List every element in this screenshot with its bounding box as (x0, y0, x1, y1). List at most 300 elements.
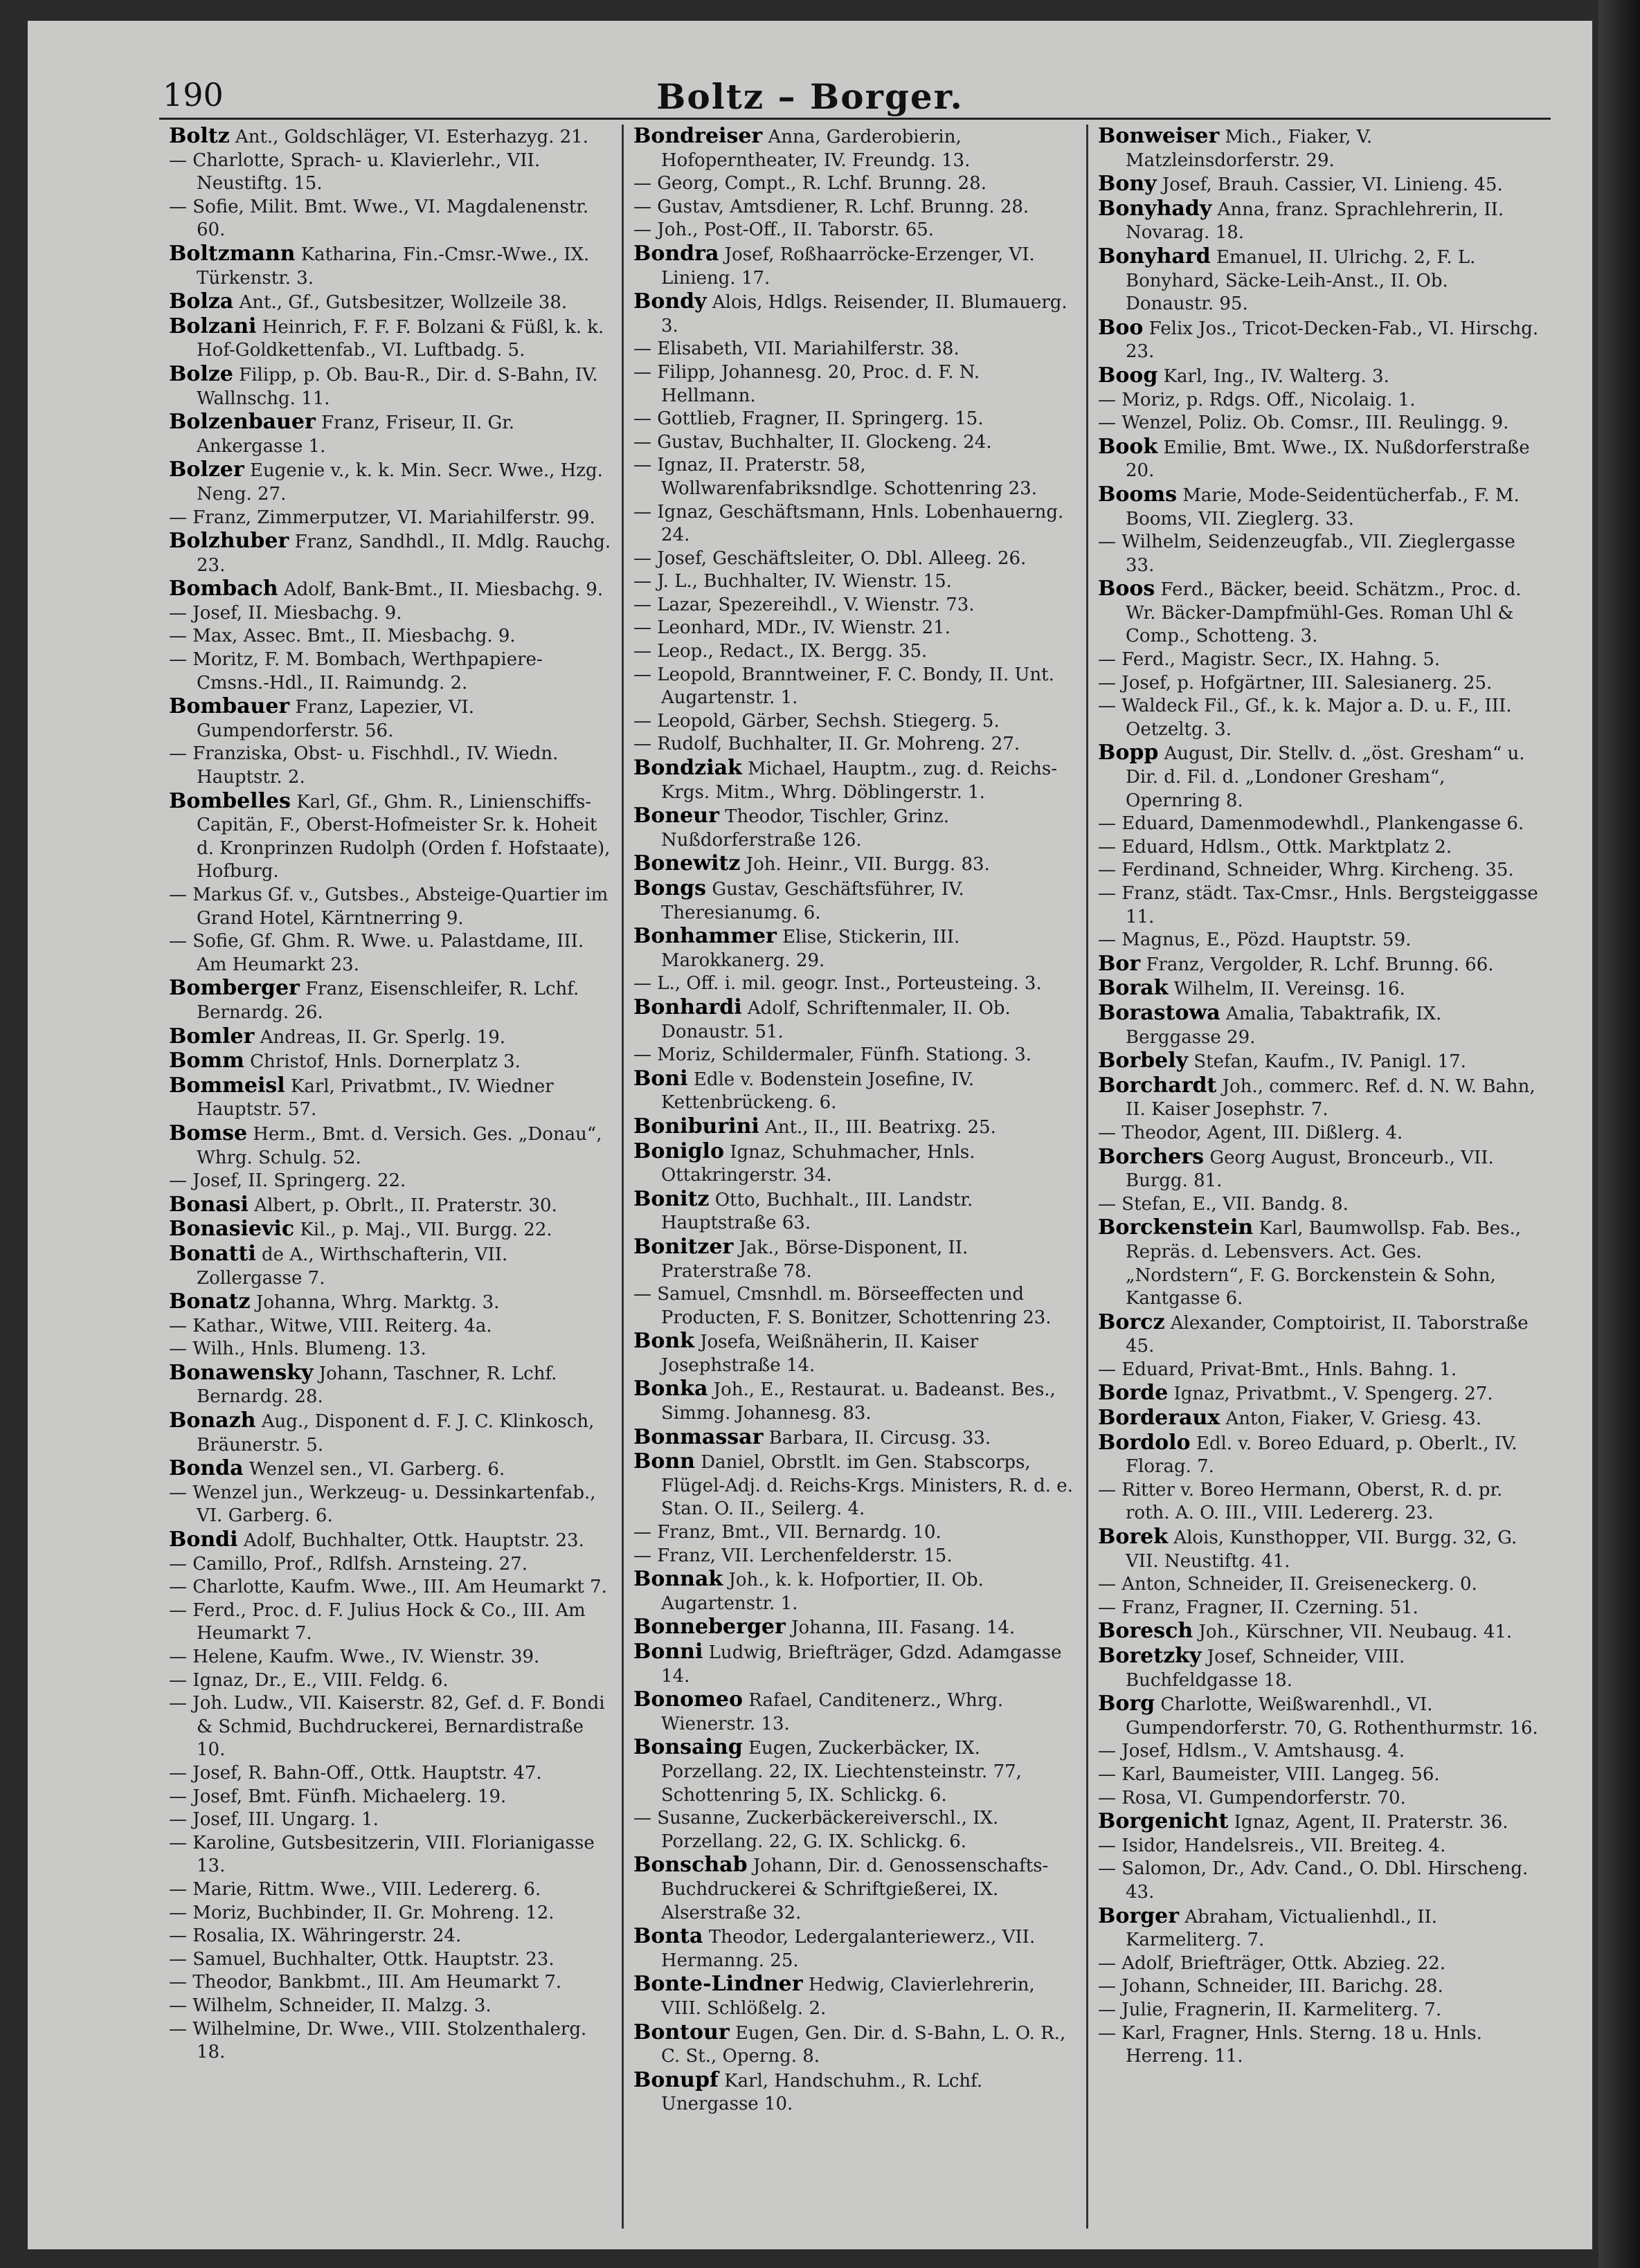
directory-entry (1098, 1810, 1541, 1835)
entry-surname: Boresch (1098, 1619, 1193, 1644)
entry-details: — Rudolf, Buchhalter, II. Gr. Mohreng. 27. (633, 734, 1020, 755)
directory-entry (169, 743, 612, 789)
directory-entry (169, 1049, 612, 1074)
entry-details: — Salomon, Dr., Adv. Cand., O. Dbl. Hirscheng. 43. (1098, 1858, 1529, 1903)
directory-entry (633, 1568, 1076, 1615)
directory-entry (1098, 1525, 1541, 1573)
directory-entry (633, 972, 1076, 996)
entry-details: Hedwig, Clavierlehrerin, VIII. Schlößelg. 2. (661, 1975, 1035, 2019)
directory-entry (169, 1878, 612, 1902)
entry-details: Eugenie v., k. k. Min. Secr. Wwe., Hzg. Neng. 27. (197, 460, 603, 505)
entry-surname: Bonnak (633, 1567, 723, 1592)
entry-details: — Franz, Fragner, II. Czerning. 51. (1098, 1597, 1418, 1618)
entry-details: — Eduard, Damenmodewhdl., Plankengasse 6. (1098, 813, 1524, 835)
directory-entry (169, 1692, 612, 1762)
entry-details: — Rosalia, IX. Währingerstr. 24. (169, 1925, 462, 1947)
directory-entry (633, 1377, 1076, 1425)
entry-details: — Theodor, Agent, III. Dißlerg. 4. (1098, 1122, 1403, 1143)
entry-details: Adolf, Schriftenmaler, II. Ob. Donaustr. 51. (661, 997, 1011, 1042)
entry-details: Ant., II., III. Beatrixg. 25. (765, 1116, 996, 1138)
entry-details: Wilhelm, II. Vereinsg. 16. (1173, 979, 1405, 1000)
directory-entry (633, 242, 1076, 290)
entry-details: Ludwig, Briefträger, Gdzd. Adamgasse 14. (661, 1642, 1062, 1687)
directory-entry (169, 1290, 612, 1315)
directory-entry (1098, 1763, 1541, 1787)
entry-details: — Sofie, Gf. Ghm. R. Wwe. u. Palastdame, III. Am Heumarkt 23. (169, 931, 584, 975)
entry-details: Emanuel, II. Ulrichg. 2, F. L. Bonyhard, Säcke-Leih-Anst., II. Ob. Donaustr. 95. (1126, 246, 1476, 315)
directory-entry (169, 1025, 612, 1050)
entry-surname: Boretzky (1098, 1644, 1202, 1668)
directory-entry (169, 1409, 612, 1457)
directory-entry (633, 125, 1076, 172)
entry-surname: Bolzhuber (169, 529, 289, 554)
directory-entry (1098, 952, 1541, 977)
directory-entry (169, 1669, 612, 1693)
directory-entry (1098, 1001, 1541, 1049)
directory-entry (1098, 1787, 1541, 1811)
entry-details: Gustav, Geschäftsführer, IV. Theresianumg. 6. (661, 879, 964, 923)
entry-details: — Franz, VII. Lerchenfelderstr. 15. (633, 1545, 953, 1566)
entry-details: — Franz, Zimmerputzer, VI. Mariahilferstr. 99. (169, 507, 595, 528)
entry-surname: Bopp (1098, 741, 1159, 765)
entry-details: Joh., E., Restaurat. u. Badeanst. Bes., Simmg. Johannesg. 83. (661, 1379, 1056, 1424)
directory-entry (633, 664, 1076, 710)
entry-details: — Max, Assec. Bmt., II. Miesbachg. 9. (169, 626, 516, 647)
entry-details: — Eduard, Privat-Bmt., Hnls. Bahng. 1. (1098, 1359, 1457, 1380)
page-header (28, 62, 1592, 125)
entry-surname: Bonyhard (1098, 244, 1211, 269)
entry-details: Elise, Stickerin, III. Marokkanerg. 29. (661, 927, 960, 971)
entry-details: — Wenzel jun., Werkzeug- u. Dessinkartenfab., VI. Garberg. 6. (169, 1482, 596, 1527)
entry-surname: Borak (1098, 976, 1169, 1001)
entry-details: — Georg, Compt., R. Lchf. Brunng. 28. (633, 173, 986, 194)
directory-entry (1098, 125, 1541, 172)
directory-entry (169, 602, 612, 626)
directory-entry (633, 454, 1076, 500)
entry-details: — Ignaz, Dr., E., VIII. Feldg. 6. (169, 1669, 449, 1691)
directory-entry (633, 1853, 1076, 1925)
directory-page (28, 21, 1592, 2249)
directory-entry (1098, 389, 1541, 412)
entry-surname: Bolzenbauer (169, 410, 316, 435)
entry-surname: Bonawensky (169, 1360, 314, 1385)
entry-details: Franz, Lapezier, VI. Gumpendorferstr. 56. (197, 697, 475, 741)
directory-entry (169, 1995, 612, 2018)
directory-entry (169, 363, 612, 410)
entry-surname: Boltz (169, 125, 230, 148)
directory-entry (169, 410, 612, 458)
entry-details: Karl, Handschuhm., R. Lchf. Unergasse 10. (661, 2070, 983, 2115)
entry-surname: Bonitz (633, 1186, 710, 1211)
entry-surname: Borgenicht (1098, 1809, 1229, 1834)
entry-surname: Boni (633, 1066, 688, 1091)
directory-entry (1098, 412, 1541, 435)
entry-details: Ant., Gf., Gutsbesitzer, Wollzeile 38. (239, 292, 568, 314)
entry-details: Stefan, Kaufm., IV. Panigl. 17. (1193, 1051, 1466, 1073)
directory-entry (169, 1528, 612, 1553)
directory-entry (169, 1553, 612, 1577)
entry-details: — Josef, II. Springerg. 22. (169, 1170, 406, 1192)
directory-entry (1098, 197, 1541, 245)
entry-details: — Johann, Schneider, III. Barichg. 28. (1098, 1976, 1443, 1997)
directory-entry (1098, 1975, 1541, 1999)
directory-entry (633, 290, 1076, 338)
directory-entry (1098, 245, 1541, 316)
directory-entry (633, 219, 1076, 242)
entry-details: — Karl, Baumeister, VIII. Langeg. 56. (1098, 1763, 1440, 1785)
entry-details: — Gottlieb, Fragner, II. Springerg. 15. (633, 408, 984, 430)
directory-entry (169, 529, 612, 577)
entry-surname: Bontour (633, 2020, 730, 2044)
entry-details: Karl, Privatbmt., IV. Wiedner Hauptstr. 57. (197, 1076, 554, 1121)
entry-details: — Waldeck Fil., Gf., k. k. Major a. D. u. F., III. Oetzeltg. 3. (1098, 696, 1512, 740)
directory-entry (169, 1242, 612, 1290)
entry-surname: Bordolo (1098, 1430, 1191, 1455)
entry-surname: Bonhardi (633, 995, 742, 1019)
entry-surname: Bondy (633, 289, 707, 314)
directory-entry (169, 1971, 612, 1995)
directory-entry (1098, 1049, 1541, 1074)
entry-surname: Book (1098, 434, 1158, 459)
directory-entry (169, 1832, 612, 1878)
directory-entry (633, 1545, 1076, 1568)
directory-entry (169, 1948, 612, 1972)
entry-details: Daniel, Obrstlt. im Gen. Stabscorps, Flügel-Adj. d. Reichs-Krgs. Ministers, R. d. e. Stan. O. II., Seilerg. 4. (661, 1452, 1073, 1520)
entry-details: — Rosa, VI. Gumpendorferstr. 70. (1098, 1787, 1406, 1808)
entry-details: Karl, Baumwollsp. Fab. Bes., Repräs. d. Lebensvers. Act. Ges. „Nordstern“, F. G. Borckenstein & Sohn, Kantgasse 6. (1126, 1218, 1522, 1309)
entry-details: Emilie, Bmt. Wwe., IX. Nußdorferstraße 20. (1126, 437, 1530, 482)
directory-entry (633, 570, 1076, 594)
entry-surname: Bonschab (633, 1853, 748, 1878)
entry-details: — Karoline, Gutsbesitzerin, VIII. Florianigasse 13. (169, 1832, 595, 1877)
directory-entry (633, 1925, 1076, 1972)
entry-details: Franz, Sandhdl., II. Mdlg. Rauchg. 23. (197, 532, 611, 576)
directory-entry (169, 1808, 612, 1832)
directory-entry (169, 577, 612, 602)
entry-surname: Bommeisl (169, 1073, 285, 1098)
directory-entry (169, 458, 612, 506)
directory-entry (633, 1426, 1076, 1451)
directory-entry (633, 925, 1076, 972)
entry-details: — Marie, Rittm. Wwe., VIII. Ledererg. 6. (169, 1878, 541, 1900)
entry-details: — Wilhelm, Seidenzeugfab., VII. Zieglergasse 33. (1098, 532, 1515, 576)
entry-details: Edl. v. Boreo Eduard, p. Oberlt., IV. Florag. 7. (1126, 1433, 1517, 1478)
directory-entry (633, 547, 1076, 571)
entry-details: — Gustav, Buchhalter, II. Glockeng. 24. (633, 431, 992, 453)
directory-entry (169, 507, 612, 530)
page-number: 190 (163, 76, 224, 114)
directory-entry (169, 1482, 612, 1528)
directory-entry (1098, 741, 1541, 813)
directory-entry (169, 1646, 612, 1669)
entry-surname: Bonasi (169, 1192, 249, 1217)
directory-entry (633, 852, 1076, 877)
entry-surname: Bonomeo (633, 1687, 744, 1712)
directory-entry (633, 408, 1076, 431)
entry-details: — Leopold, Branntweiner, F. C. Bondy, II. Unt. Augartenstr. 1. (633, 664, 1054, 709)
directory-entry (633, 617, 1076, 640)
entry-details: — Joh. Ludw., VII. Kaiserstr. 82, Gef. d. F. Bondi & Schmid, Buchdruckerei, Bernardistraße 10. (169, 1693, 605, 1761)
entry-surname: Bonewitz (633, 851, 741, 876)
entry-details: — Franziska, Obst- u. Fischhdl., IV. Wiedn. Hauptstr. 2. (169, 743, 559, 788)
directory-entry (169, 1902, 612, 1925)
entry-details: — Moriz, Schildermaler, Fünfh. Stationg. 3. (633, 1044, 1032, 1066)
entry-surname: Bonatti (169, 1241, 256, 1266)
directory-entry (1098, 1597, 1541, 1620)
entry-details: Alexander, Comptoirist, II. Taborstraße 45. (1126, 1312, 1529, 1357)
entry-details: — Samuel, Cmsnhdl. m. Börseeffecten und Producten, F. S. Bonitzer, Schottenring 23. (633, 1284, 1052, 1328)
entry-details: — L., Off. i. mil. geogr. Inst., Porteusteing. 3. (633, 973, 1042, 995)
directory-entry (1098, 1858, 1541, 1904)
directory-entry (633, 1807, 1076, 1853)
entry-surname: Bombelles (169, 788, 291, 813)
directory-entry (1098, 695, 1541, 741)
directory-entry (1098, 1074, 1541, 1122)
entry-details: — Isidor, Handelsreis., VII. Breiteg. 4. (1098, 1835, 1446, 1856)
entry-details: Barbara, II. Circusg. 33. (768, 1427, 991, 1449)
entry-details: — Filipp, Johannesg. 20, Proc. d. F. N. Hellmann. (633, 361, 980, 406)
directory-entry (633, 172, 1076, 196)
entry-surname: Bonte-Lindner (633, 1972, 803, 1997)
directory-entry (1098, 172, 1541, 197)
entry-details: — Adolf, Briefträger, Ottk. Abzieg. 22. (1098, 1952, 1446, 1974)
directory-entry (1098, 836, 1541, 860)
directory-entry (1098, 672, 1541, 696)
entry-surname: Bonhammer (633, 924, 777, 949)
entry-details: Katharina, Fin.-Cmsr.-Wwe., IX. Türkenstr. 3. (197, 244, 590, 289)
directory-entry (1098, 1905, 1541, 1952)
directory-entry (169, 790, 612, 884)
directory-entry (1098, 1644, 1541, 1692)
directory-entry (633, 1235, 1076, 1283)
directory-entry (1098, 1573, 1541, 1597)
entry-surname: Boltzmann (169, 241, 296, 266)
directory-entry (633, 1615, 1076, 1640)
entry-details: Ignaz, Privatbmt., V. Spengerg. 27. (1173, 1384, 1493, 1405)
directory-entry (1098, 813, 1541, 836)
directory-entry (633, 877, 1076, 925)
directory-entry (1098, 1835, 1541, 1858)
entry-details: Adolf, Buchhalter, Ottk. Hauptstr. 23. (243, 1530, 584, 1552)
entry-details: Filipp, p. Ob. Bau-R., Dir. d. S-Bahn, IV. Wallnschg. 11. (197, 364, 598, 409)
directory-entry (633, 640, 1076, 664)
directory-entry (169, 1599, 612, 1646)
entry-details: — Lazar, Spezereihdl., V. Wienstr. 73. (633, 594, 975, 615)
entry-details: Johanna, III. Fasang. 14. (791, 1617, 1016, 1639)
directory-entry (169, 930, 612, 977)
entry-surname: Bomberger (169, 976, 300, 1001)
entry-details: — Sofie, Milit. Bmt. Wwe., VI. Magdalenenstr. 60. (169, 196, 589, 241)
entry-details: Felix Jos., Tricot-Decken-Fab., VI. Hirschg. 23. (1126, 318, 1539, 363)
entry-details: — Helene, Kaufm. Wwe., IV. Wienstr. 39. (169, 1646, 540, 1667)
directory-entry (633, 1450, 1076, 1521)
entry-details: Andreas, II. Gr. Sperlg. 19. (260, 1026, 506, 1048)
entry-surname: Borek (1098, 1525, 1169, 1550)
directory-entry (633, 1067, 1076, 1115)
directory-entry (1098, 1122, 1541, 1145)
directory-entry (1098, 1381, 1541, 1406)
entry-details: Anna, franz. Sprachlehrerin, II. Novarag. 18. (1126, 199, 1504, 244)
entry-details: Mich., Fiaker, V. Matzleinsdorferstr. 29. (1126, 127, 1373, 171)
directory-entry (169, 290, 612, 315)
entry-details: Josef, Brauh. Cassier, VI. Linieng. 45. (1162, 174, 1503, 196)
directory-entry (1098, 1406, 1541, 1431)
directory-entry (169, 1338, 612, 1361)
entry-details: — Ferdinand, Schneider, Whrg. Kircheng. 35. (1098, 860, 1514, 881)
directory-entry (1098, 1692, 1541, 1740)
directory-entry (1098, 977, 1541, 1001)
entry-details: — Moritz, F. M. Bombach, Werthpapiere-Cmsns.-Hdl., II. Raimundg. 2. (169, 649, 543, 693)
book-spine (1598, 0, 1640, 2268)
entry-details: — Wenzel, Poliz. Ob. Comsr., III. Reulingg. 9. (1098, 412, 1509, 434)
directory-entry (1098, 577, 1541, 648)
entry-details: Johann, Taschner, R. Lchf. Bernardg. 28. (197, 1363, 557, 1408)
entry-details: Karl, Gf., Ghm. R., Linienschiffs-Capitän, F., Oberst-Hofmeister Sr. k. Hoheit d. Kronprinzen Rudolph (Orden f. Hofstaate), Hofburg. (197, 791, 611, 882)
entry-details: Franz, Vergolder, R. Lchf. Brunng. 66. (1146, 954, 1494, 975)
entry-details: Joh., commerc. Ref. d. N. W. Bahn, II. Kaiser Josephstr. 7. (1126, 1076, 1535, 1121)
entry-details: — Ferd., Magistr. Secr., IX. Hahng. 5. (1098, 649, 1441, 671)
entry-details: Joh. Heinr., VII. Burgg. 83. (746, 854, 990, 876)
entry-surname: Bombach (169, 577, 278, 601)
directory-entry (633, 733, 1076, 756)
entry-details: — Stefan, E., VII. Bandg. 8. (1098, 1193, 1349, 1215)
entry-details: — Leopold, Gärber, Sechsh. Stiegerg. 5. (633, 710, 1000, 732)
entry-details: — Josef, R. Bahn-Off., Ottk. Hauptstr. 47. (169, 1762, 542, 1784)
directory-entry (633, 1688, 1076, 1736)
column-2 (622, 125, 1086, 2229)
entry-details: — Ignaz, Geschäftsmann, Hnls. Lobenhauerng. 24. (633, 501, 1064, 546)
entry-surname: Bolzer (169, 457, 244, 482)
entry-details: Karl, Ing., IV. Walterg. 3. (1163, 365, 1389, 387)
entry-details: Edle v. Bodenstein Josefine, IV. Kettenbrückeng. 6. (661, 1069, 975, 1114)
directory-entry (1098, 364, 1541, 389)
directory-entry (169, 315, 612, 363)
entry-details: — Josef, Hdlsm., V. Amtshausg. 4. (1098, 1741, 1405, 1762)
directory-entry (169, 625, 612, 648)
entry-details: — J. L., Buchhalter, IV. Wienstr. 15. (633, 571, 952, 592)
directory-entry (1098, 1145, 1541, 1193)
directory-entry (1098, 1311, 1541, 1359)
directory-entry (169, 1457, 612, 1482)
entry-details: — Josef, Bmt. Fünfh. Michaelerg. 19. (169, 1786, 507, 1807)
entry-surname: Bonatz (169, 1289, 251, 1314)
entry-details: Alois, Kunsthopper, VII. Burgg. 32, G. VII. Neustiftg. 41. (1126, 1527, 1517, 1572)
entry-surname: Bolza (169, 289, 234, 314)
entry-details: — Gustav, Amtsdiener, R. Lchf. Brunng. 28. (633, 196, 1029, 217)
directory-entry (633, 361, 1076, 408)
directory-entry (633, 1640, 1076, 1688)
directory-entry (633, 710, 1076, 734)
entry-details: — Joh., Post-Off., II. Taborstr. 65. (633, 219, 935, 241)
directory-entry (633, 1521, 1076, 1545)
directory-entry (1098, 1740, 1541, 1763)
directory-entry (633, 501, 1076, 547)
entry-details: Joh., k. k. Hofportier, II. Ob. Augartenstr. 1. (661, 1570, 984, 1614)
entry-surname: Bor (1098, 951, 1141, 976)
entry-surname: Borcz (1098, 1309, 1165, 1334)
entry-surname: Bonyhady (1098, 196, 1212, 221)
entry-details: Abraham, Victualienhdl., II. Karmeliterg. 7. (1126, 1906, 1438, 1951)
directory-entry (633, 996, 1076, 1044)
column-3 (1086, 125, 1551, 2229)
entry-details: — Leop., Redact., IX. Bergg. 35. (633, 641, 928, 662)
entry-details: Anton, Fiaker, V. Griesg. 43. (1225, 1408, 1481, 1430)
directory-entry (1098, 2022, 1541, 2069)
entry-surname: Bondziak (633, 756, 742, 781)
entry-surname: Borastowa (1098, 1000, 1220, 1025)
entry-surname: Boneur (633, 804, 719, 828)
entry-surname: Borg (1098, 1691, 1155, 1716)
directory-entry (1098, 859, 1541, 882)
entry-details: Alois, Hdlgs. Reisender, II. Blumauerg. 3. (661, 292, 1067, 336)
entry-details: — Elisabeth, VII. Mariahilferstr. 38. (633, 338, 959, 360)
entry-details: Anna, Garderobierin, Hofoperntheater, IV. Freundg. 13. (661, 127, 971, 171)
directory-entry (633, 1330, 1076, 1377)
directory-entry (1098, 1479, 1541, 1525)
directory-entry (169, 149, 612, 196)
directory-entry (633, 1140, 1076, 1188)
entry-surname: Bonn (633, 1449, 695, 1474)
entry-details: — Camillo, Prof., Rdlfsh. Arnsteing. 27. (169, 1553, 528, 1575)
entry-details: Aug., Disponent d. F. J. C. Klinkosch, Bräunerstr. 5. (197, 1411, 595, 1455)
directory-entry (169, 1925, 612, 1948)
entry-details: — Josef, III. Ungarg. 1. (169, 1809, 379, 1831)
directory-entry (169, 1576, 612, 1599)
directory-entry (633, 756, 1076, 804)
entry-surname: Borchardt (1098, 1073, 1217, 1098)
directory-entry (1098, 1952, 1541, 1976)
entry-details: — Ferd., Proc. d. F. Julius Hock & Co., III. Am Heumarkt 7. (169, 1599, 586, 1644)
entry-details: Wenzel sen., VI. Garberg. 6. (249, 1459, 505, 1480)
directory-entry (169, 1170, 612, 1193)
entry-details: Franz, Eisenschleifer, R. Lchf. Bernardg. 26. (197, 979, 579, 1023)
entry-details: Johanna, Whrg. Marktg. 3. (255, 1292, 500, 1314)
entry-details: — Moriz, Buchbinder, II. Gr. Mohreng. 12. (169, 1902, 555, 1923)
entry-surname: Borderaux (1098, 1406, 1220, 1431)
entry-surname: Bonni (633, 1640, 703, 1664)
directory-entry (169, 1193, 612, 1218)
entry-details: Franz, Friseur, II. Gr. Ankergasse 1. (197, 412, 515, 457)
directory-entry (169, 884, 612, 930)
column-1 (159, 125, 622, 2229)
directory-entry (633, 1283, 1076, 1330)
directory-entry (633, 196, 1076, 219)
entry-details: Christof, Hnls. Dornerplatz 3. (250, 1051, 521, 1073)
entry-surname: Bonda (169, 1456, 244, 1481)
entry-surname: Bolze (169, 361, 233, 386)
entry-surname: Boniglo (633, 1138, 724, 1163)
entry-details: — Kathar., Witwe, VIII. Reiterg. 4a. (169, 1315, 492, 1336)
entry-surname: Borckenstein (1098, 1215, 1254, 1240)
entry-details: — Wilh., Hnls. Blumeng. 13. (169, 1339, 426, 1360)
entry-surname: Borger (1098, 1903, 1180, 1928)
entry-surname: Boniburini (633, 1114, 759, 1138)
entry-details: — Josef, Geschäftsleiter, O. Dbl. Alleeg. 26. (633, 547, 1027, 569)
directory-entry (1098, 882, 1541, 929)
entry-surname: Bony (1098, 172, 1157, 197)
entry-details: Joh., Kürschner, VII. Neubaug. 41. (1198, 1622, 1513, 1643)
entry-details: Johann, Dir. d. Genossenschafts-Buchdruckerei & Schriftgießerei, IX. Alserstraße 32. (661, 1856, 1049, 1923)
entry-details: — Karl, Fragner, Hnls. Sterng. 18 u. Hnls. Herreng. 11. (1098, 2022, 1482, 2067)
entry-surname: Bonasievic (169, 1217, 295, 1242)
entry-details: de A., Wirthschafterin, VII. Zollergasse 7. (197, 1244, 508, 1289)
directory-entry (1098, 1999, 1541, 2022)
entry-surname: Bonsaing (633, 1735, 743, 1760)
entry-details: Rafael, Canditenerz., Whrg. Wienerstr. 13. (661, 1690, 1004, 1734)
entry-details: Josef, Roßhaarröcke-Erzenger, VI. Linieng. 17. (661, 244, 1035, 289)
entry-surname: Boo (1098, 315, 1144, 340)
entry-details: Herm., Bmt. d. Versich. Ges. „Donau“, Whrg. Schulg. 52. (197, 1123, 602, 1168)
